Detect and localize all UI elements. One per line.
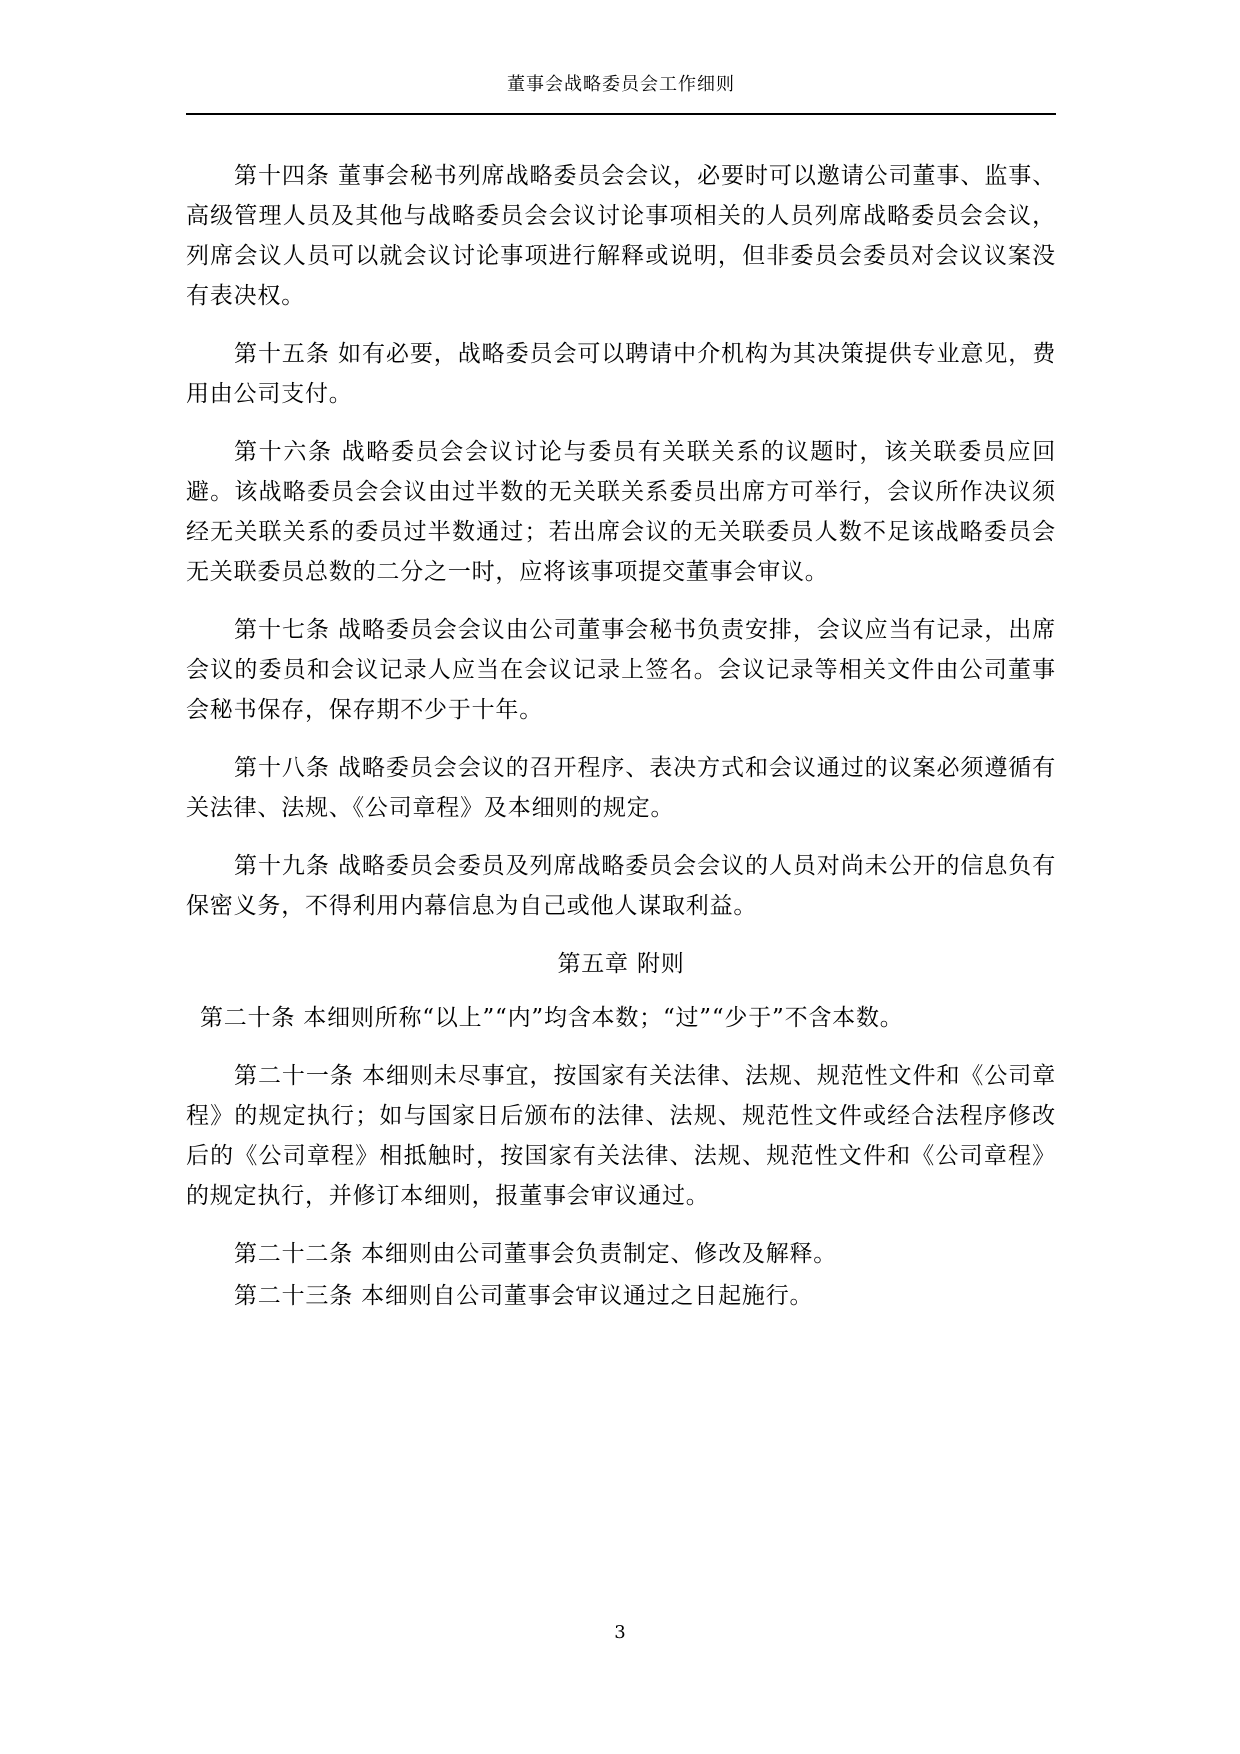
article-22: 第二十二条 本细则由公司董事会负责制定、修改及解释。 bbox=[234, 1241, 838, 1267]
page-header-title: 董事会战略委员会工作细则 bbox=[507, 74, 735, 95]
article-14: 第十四条 董事会秘书列席战略委员会会议，必要时可以邀请公司董事、监事、高级管理人员及其他与战略委员会会议讨论事项相关的人员列席战略委员会会议，列席会议人员可以就会议讨论事项进行解释或说明，但非委员会委员对会议议案没有表决权。 bbox=[186, 163, 1056, 309]
header-divider bbox=[186, 113, 1056, 115]
article-17: 第十七条 战略委员会会议由公司董事会秘书负责安排，会议应当有记录，出席会议的委员和会议记录人应当在会议记录上签名。会议记录等相关文件由公司董事会秘书保存，保存期不少于十年。 bbox=[186, 617, 1056, 723]
page-number: 3 bbox=[614, 1622, 626, 1643]
article-23: 第二十三条 本细则自公司董事会审议通过之日起施行。 bbox=[234, 1283, 814, 1309]
article-20: 第二十条 本细则所称“以上”“内”均含本数；“过”“少于”不含本数。 bbox=[200, 1005, 904, 1031]
article-18: 第十八条 战略委员会会议的召开程序、表决方式和会议通过的议案必须遵循有关法律、法规、《公司章程》及本细则的规定。 bbox=[186, 755, 1056, 821]
chapter-heading: 第五章 附则 bbox=[557, 951, 685, 977]
article-19: 第十九条 战略委员会委员及列席战略委员会会议的人员对尚未公开的信息负有保密义务，不得利用内幕信息为自己或他人谋取利益。 bbox=[186, 853, 1056, 919]
article-21: 第二十一条 本细则未尽事宜，按国家有关法律、法规、规范性文件和《公司章程》的规定执行；如与国家日后颁布的法律、法规、规范性文件或经合法程序修改后的《公司章程》相抵触时，按国家有关法律、法规、规范性文件和《公司章程》的规定执行，并修订本细则，报董事会审议通过。 bbox=[186, 1063, 1056, 1209]
document-body bbox=[186, 156, 1056, 1318]
article-16: 第十六条 战略委员会会议讨论与委员有关联关系的议题时，该关联委员应回避。该战略委员会会议由过半数的无关联关系委员出席方可举行，会议所作决议须经无关联关系的委员过半数通过；若出席会议的无关联委员人数不足该战略委员会无关联委员总数的二分之一时，应将该事项提交董事会审议。 bbox=[186, 439, 1056, 585]
article-15: 第十五条 如有必要，战略委员会可以聘请中介机构为其决策提供专业意见，费用由公司支付。 bbox=[186, 341, 1056, 407]
